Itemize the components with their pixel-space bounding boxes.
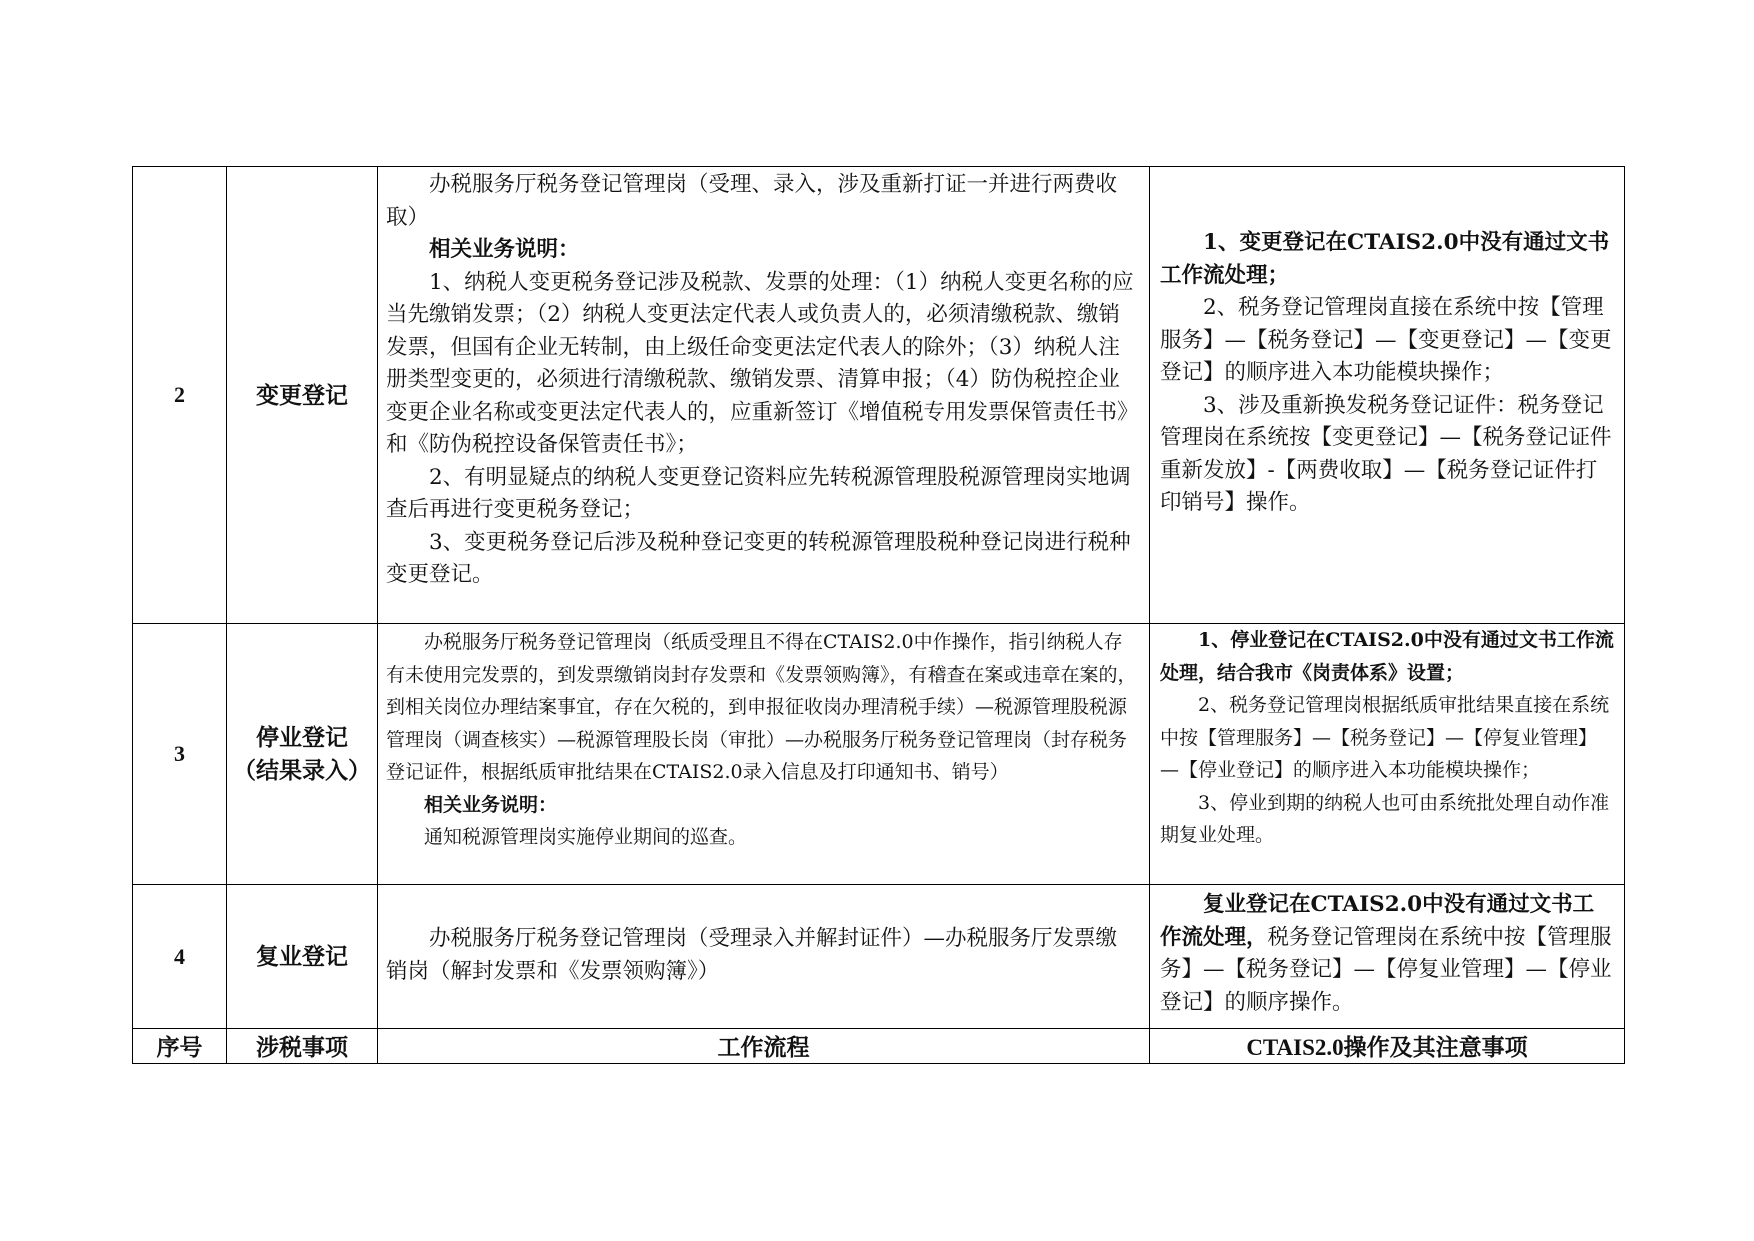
ops-text: 2、税务登记管理岗直接在系统中按【管理服务】—【税务登记】—【变更登记】—【变更登记】的顺序进入本功能模块操作； — [1160, 295, 1612, 385]
ops-text: 1、变更登记在CTAIS2.0中没有通过文书工作流处理； — [1160, 230, 1610, 288]
row-number: 3 — [133, 624, 227, 885]
workflow-text: 办税服务厅税务登记管理岗（纸质受理且不得在CTAIS2.0中作操作，指引纳税人存有未使用完发票的，到发票缴销岗封存发票和《发票领购簿》，有稽查在案或违章在案的，到相关岗位办理结案事宜，存在欠税的，到申报征收岗办理清税手续）—税源管理股税源管理岗（调查核实）—税源管理股长岗（审批）—办税服务厅税务登记管理岗（封存税务登记证件，根据纸质审批结果在CTAIS2.0录入信息及打印通知书、销号） — [386, 631, 1137, 783]
table-row — [133, 624, 1625, 885]
tax-item: 变更登记 — [227, 167, 378, 624]
workflow-text: 2、有明显疑点的纳税人变更登记资料应先转税源管理股税源管理岗实地调查后再进行变更税务登记； — [386, 464, 1131, 522]
row-number: 2 — [133, 167, 227, 624]
header-ctais-ops: CTAIS2.0操作及其注意事项 — [1150, 1029, 1625, 1064]
related-notes-heading: 相关业务说明： — [424, 793, 558, 816]
header-tax-item: 涉税事项 — [227, 1029, 378, 1064]
ops-text: 2、税务登记管理岗根据纸质审批结果直接在系统中按【管理服务】—【税务登记】—【停复业管理】—【停业登记】的顺序进入本功能模块操作； — [1160, 694, 1610, 781]
workflow-cell — [378, 885, 1150, 1029]
workflow-text: 1、纳税人变更税务登记涉及税款、发票的处理：（1）纳税人变更名称的应当先缴销发票；（2）纳税人变更法定代表人或负责人的，必须清缴税款、缴销发票，但国有企业无转制，由上级任命变更法定代表人的除外；（3）纳税人注册类型变更的，必须进行清缴税款、缴销发票、清算申报；（4）防伪税控企业变更企业名称或变更法定代表人的，应重新签订《增值税专用发票保管责任书》和《防伪税控设备保管责任书》； — [386, 269, 1134, 457]
workflow-text: 3、变更税务登记后涉及税种登记变更的转税源管理股税种登记岗进行税种变更登记。 — [386, 529, 1131, 587]
workflow-text: 通知税源管理岗实施停业期间的巡查。 — [424, 826, 748, 848]
ops-text: 3、停业到期的纳税人也可由系统批处理自动作准期复业处理。 — [1160, 791, 1610, 846]
ops-text — [1160, 889, 1614, 1019]
ctais-ops-cell — [1150, 885, 1625, 1029]
row-number: 4 — [133, 885, 227, 1029]
workflow-table — [132, 166, 1625, 1064]
related-notes-heading: 相关业务说明： — [429, 237, 580, 262]
header-row — [133, 1029, 1625, 1064]
header-workflow: 工作流程 — [378, 1029, 1150, 1064]
tax-item: 复业登记 — [227, 885, 378, 1029]
table-row — [133, 885, 1625, 1029]
workflow-cell — [378, 624, 1150, 885]
ops-text: 1、停业登记在CTAIS2.0中没有通过文书工作流处理，结合我市《岗责体系》设置； — [1160, 629, 1614, 684]
table-row — [133, 167, 1625, 624]
header-number: 序号 — [133, 1029, 227, 1064]
tax-item-line: （结果录入） — [233, 757, 371, 784]
ctais-ops-cell — [1150, 624, 1625, 885]
ops-rest-text: 税务登记管理岗在系统中按【管理服务】—【税务登记】—【停复业管理】—【停业登记】的顺序操作。 — [1160, 924, 1612, 1015]
workflow-text: 办税服务厅税务登记管理岗（受理、录入，涉及重新打证一并进行两费收取） — [386, 172, 1118, 230]
workflow-cell — [378, 167, 1150, 624]
ctais-ops-cell — [1150, 167, 1625, 624]
ops-text: 3、涉及重新换发税务登记证件：税务登记管理岗在系统按【变更登记】—【税务登记证件重新发放】-【两费收取】—【税务登记证件打印销号】操作。 — [1160, 392, 1612, 515]
workflow-text: 办税服务厅税务登记管理岗（受理录入并解封证件）—办税服务厅发票缴销岗（解封发票和《发票领购簿》） — [386, 926, 1118, 984]
tax-item-line: 停业登记 — [256, 724, 348, 751]
tax-item — [227, 624, 378, 885]
ops-bold-text: 复业登记在CTAIS2.0中没有通过文书工作流处理， — [1160, 892, 1595, 950]
